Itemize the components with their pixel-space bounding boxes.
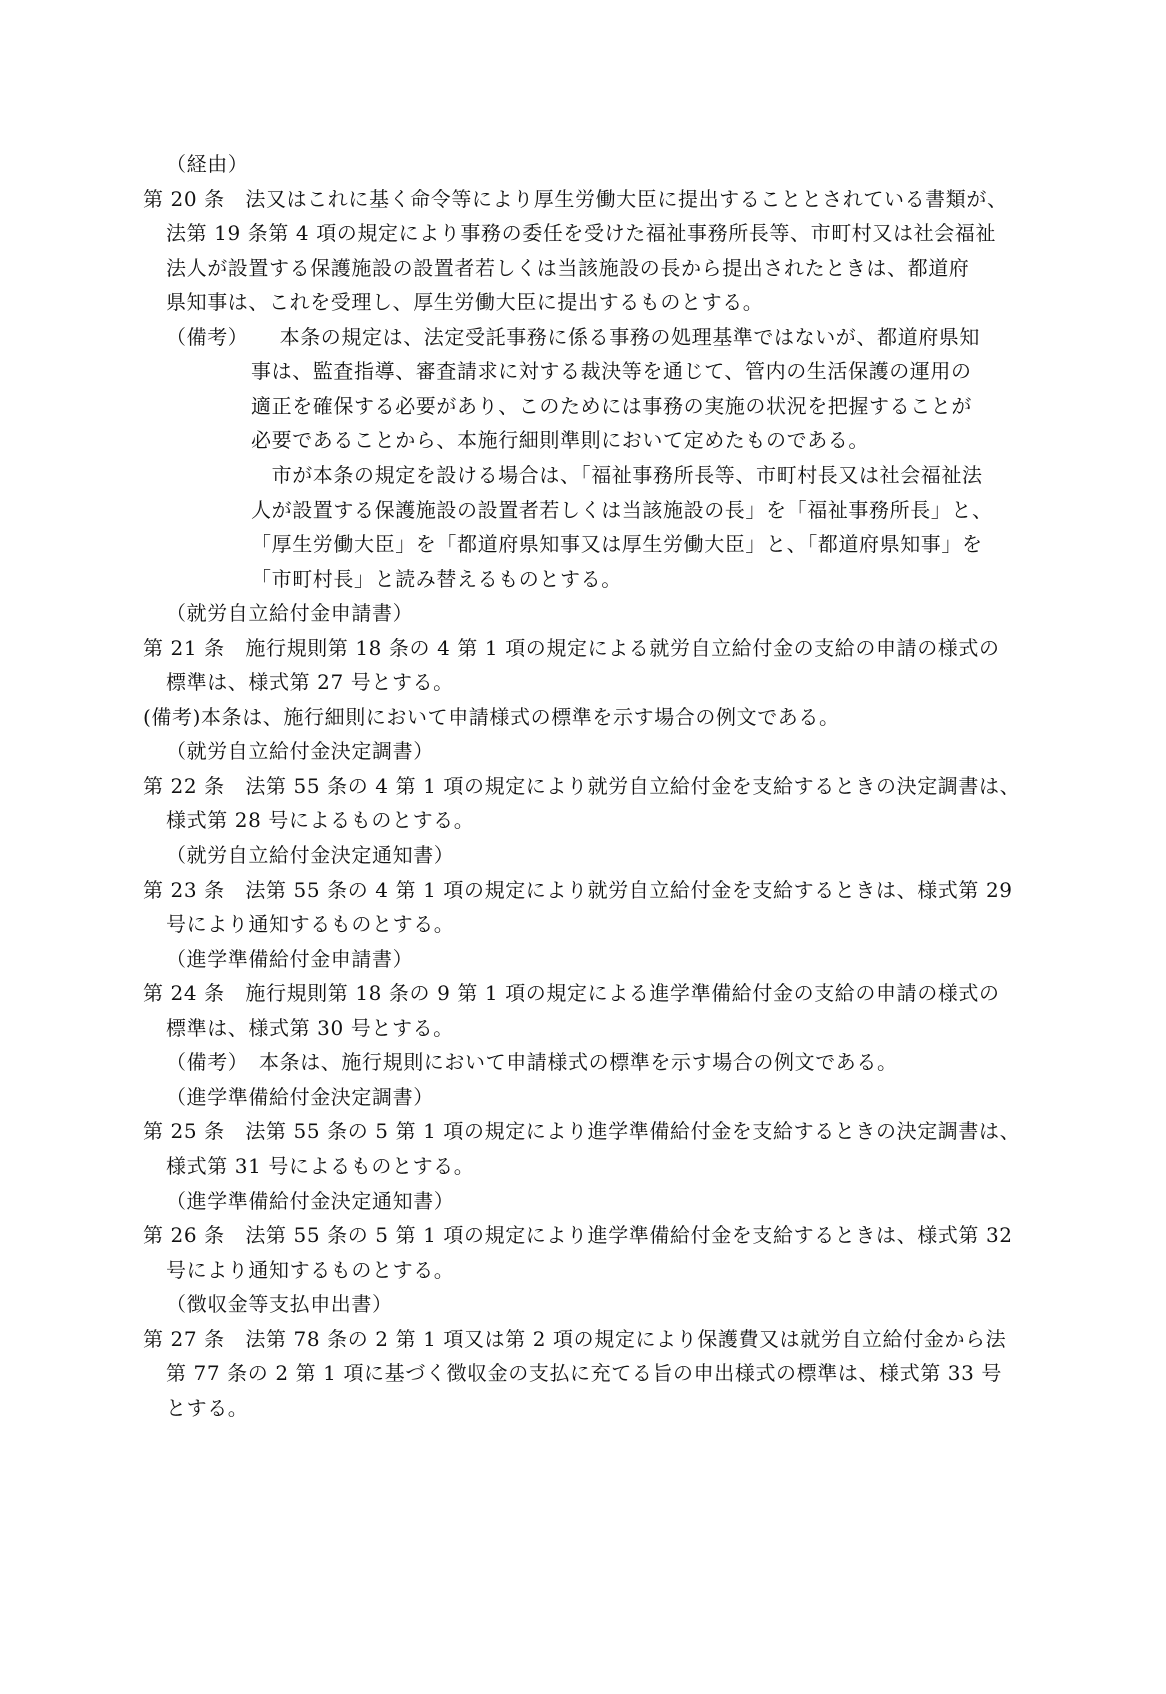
text-line-art: 第 25 条 法第 55 条の 5 第 1 項の規定により進学準備給付金を支給するときの決定調書は、: [143, 1119, 1021, 1143]
text-line-note-body: 「市町村長」と読み替えるものとする。: [251, 567, 622, 591]
text-line-art: 第 22 条 法第 55 条の 4 第 1 項の規定により就労自立給付金を支給するときの決定調書は、: [143, 774, 1021, 798]
text-line-cont: 様式第 28 号によるものとする。: [166, 808, 475, 832]
text-line-cont: 標準は、様式第 27 号とする。: [166, 670, 454, 694]
text-line-cont: 号により通知するものとする。: [166, 1258, 455, 1282]
text-line-art: 第 24 条 施行規則第 18 条の 9 第 1 項の規定による進学準備給付金の支給の申請の様式の: [143, 981, 1000, 1005]
text-line-cont: 様式第 31 号によるものとする。: [166, 1154, 475, 1178]
text-line-note-body: 必要であることから、本施行細則準則において定めたものである。: [251, 428, 869, 452]
text-line-cont: 法人が設置する保護施設の設置者若しくは当該施設の長から提出されたときは、都道府: [166, 256, 970, 280]
text-line-heading: （就労自立給付金申請書）: [166, 601, 414, 625]
text-line-art: 第 20 条 法又はこれに基く命令等により厚生労働大臣に提出することとされている書類が、: [143, 187, 1008, 211]
text-line-note-head: （備考） 本条の規定は、法定受託事務に係る事務の処理基準ではないが、都道府県知: [166, 325, 980, 349]
text-line-cont: 号により通知するものとする。: [166, 912, 455, 936]
text-line-art: 第 27 条 法第 78 条の 2 第 1 項又は第 2 項の規定により保護費又は就労自立給付金から法: [143, 1327, 1007, 1351]
text-line-note-body: 市が本条の規定を設ける場合は、「福祉事務所長等、市町村長又は社会福祉法: [251, 463, 983, 487]
text-line-heading: （就労自立給付金決定調書）: [166, 739, 434, 763]
text-line-cont: 県知事は、これを受理し、厚生労働大臣に提出するものとする。: [166, 290, 764, 314]
text-line-cont: 第 77 条の 2 第 1 項に基づく徴収金の支払に充てる旨の申出様式の標準は、様式第 33 号: [166, 1361, 1003, 1385]
text-line-art: 第 23 条 法第 55 条の 4 第 1 項の規定により就労自立給付金を支給するときは、様式第 29: [143, 878, 1013, 902]
text-line-note-body: 適正を確保する必要があり、このためには事務の実施の状況を把握することが: [251, 394, 972, 418]
text-line-note-left: (備考)本条は、施行細則において申請様式の標準を示す場合の例文である。: [143, 705, 840, 729]
text-line-cont: 法第 19 条第 4 項の規定により事務の委任を受けた福祉事務所長等、市町村又は社会福祉: [166, 221, 997, 245]
text-line-heading: （進学準備給付金申請書）: [166, 947, 414, 971]
text-line-art: 第 26 条 法第 55 条の 5 第 1 項の規定により進学準備給付金を支給するときは、様式第 32: [143, 1223, 1013, 1247]
text-line-note-body: 「厚生労働大臣」を「都道府県知事又は厚生労働大臣」と、「都道府県知事」を: [251, 532, 983, 556]
text-line-heading: （徴収金等支払申出書）: [166, 1292, 393, 1316]
text-line-heading: （経由）: [166, 152, 249, 176]
text-line-heading: （就労自立給付金決定通知書）: [166, 843, 455, 867]
text-line-cont: 標準は、様式第 30 号とする。: [166, 1016, 454, 1040]
text-line-note-body: 人が設置する保護施設の設置者若しくは当該施設の長」を「福祉事務所長」と、: [251, 498, 993, 522]
text-line-note-body: 事は、監査指導、審査請求に対する裁決等を通じて、管内の生活保護の運用の: [251, 359, 972, 383]
text-line-heading: （進学準備給付金決定通知書）: [166, 1189, 455, 1213]
text-line-cont: とする。: [166, 1396, 249, 1420]
text-line-art: 第 21 条 施行規則第 18 条の 4 第 1 項の規定による就労自立給付金の支給の申請の様式の: [143, 636, 1000, 660]
text-line-heading: （備考） 本条は、施行規則において申請様式の標準を示す場合の例文である。: [166, 1050, 898, 1074]
text-line-heading: （進学準備給付金決定調書）: [166, 1085, 434, 1109]
